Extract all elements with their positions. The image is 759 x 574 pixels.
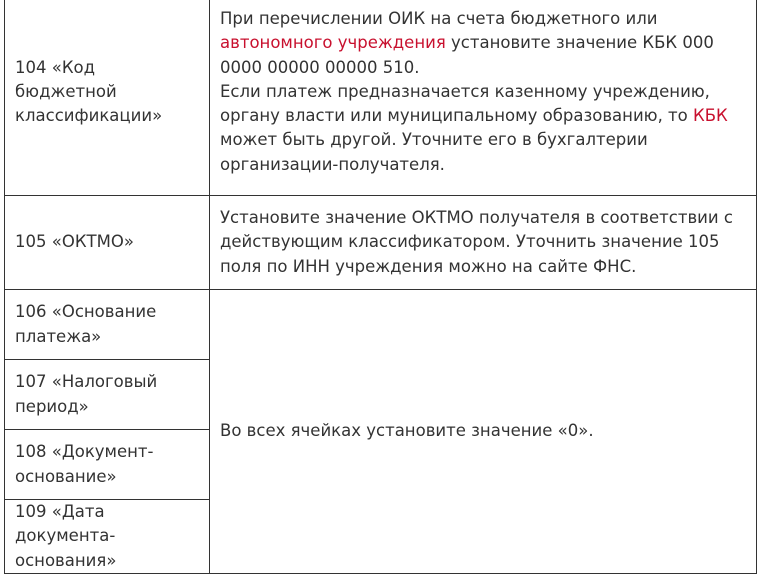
description-text: установите значение КБК 000 0000 00000 00000 510.	[220, 33, 714, 77]
payment-fields-table	[4, 0, 757, 574]
field-name-cell: 106 «Основание платежа»	[5, 290, 210, 360]
table-row	[5, 0, 757, 196]
field-name-cell: 109 «Дата документа-основания»	[5, 500, 210, 574]
field-name-cell: 107 «Налоговый период»	[5, 360, 210, 430]
table-row	[5, 290, 757, 360]
autonomous-institution-link[interactable]: автономного учреждения	[220, 33, 446, 53]
merged-description-cell: Во всех ячейках установите значение «0».	[210, 290, 757, 574]
kbk-link[interactable]: КБК	[693, 106, 728, 126]
table-row	[5, 196, 757, 290]
field-name-cell: 108 «Документ-основание»	[5, 430, 210, 500]
field-name-cell: 105 «ОКТМО»	[5, 196, 210, 290]
field-description-cell	[210, 0, 757, 196]
field-name-cell: 104 «Код бюджетной классификации»	[5, 0, 210, 196]
field-description-cell: Установите значение ОКТМО получателя в соответствии с действующим классификатором. Уточнить значение 105 поля по ИНН учреждения можно на сайте ФНС.	[210, 196, 757, 290]
description-text: может быть другой. Уточните его в бухгалтерии организации-получателя.	[220, 130, 648, 174]
description-text: Если платеж предназначается казенному учреждению, органу власти или муниципальному образованию, то	[220, 81, 710, 126]
description-text: При перечислении ОИК на счета бюджетного или	[220, 8, 658, 28]
